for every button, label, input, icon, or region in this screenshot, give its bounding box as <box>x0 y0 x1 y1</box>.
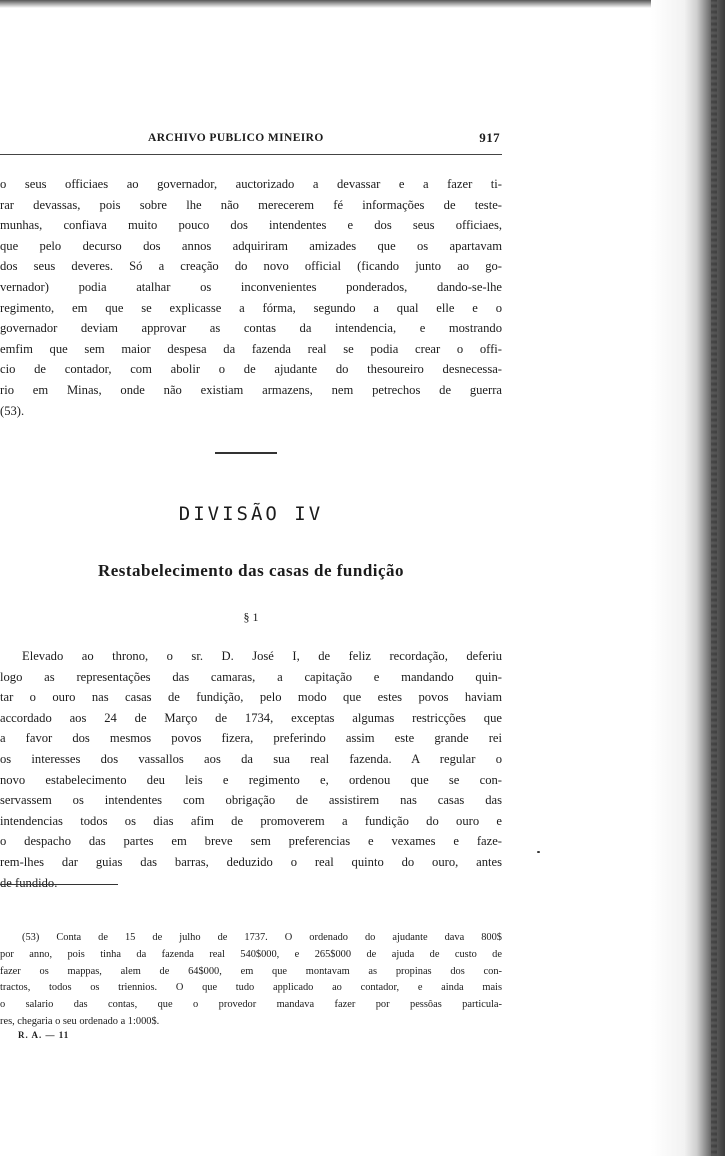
text-line: logo as representações das camaras, a capitação e mandando quin- <box>0 669 502 684</box>
text-line: vernador) podia atalhar os inconvenientes ponderados, dando-se-lhe <box>0 279 502 294</box>
section-divider <box>215 452 277 454</box>
text-line: a favor dos mesmos povos fizera, preferindo assim este grande rei <box>0 731 502 746</box>
page-top-shadow <box>0 0 725 8</box>
header-rule <box>0 154 502 155</box>
book-spine-edge <box>651 0 725 1156</box>
text-line: novo estabelecimento deu leis e regimento e, ordenou que se con- <box>0 772 502 787</box>
footnote-line: fazer os mappas, alem de 64$000, em que montavam as propinas dos con- <box>0 965 502 977</box>
section-mark: § 1 <box>243 610 259 624</box>
running-title: ARCHIVO PUBLICO MINEIRO <box>148 132 324 144</box>
text-line: dos seus deveres. Só a creação do novo official (ficando junto ao go- <box>0 259 502 274</box>
text-line: de fundido. <box>0 875 58 890</box>
text-line: cio de contador, com abolir o de ajudante do thesoureiro desnecessa- <box>0 362 502 377</box>
print-speck <box>537 851 540 853</box>
division-title: DIVISÃO IV <box>178 503 324 525</box>
footnote-line: tractos, todos os triennios. O que tudo applicado ao contador, e ainda mais <box>0 982 502 994</box>
text-line: que pelo decurso dos annos adquiriram amizades que os apartavam <box>0 238 502 253</box>
text-line: regimento, em que se explicasse a fórma, segundo a qual elle e o <box>0 300 502 315</box>
text-line: governador deviam approvar as contas da intendencia, e mostrando <box>0 321 502 336</box>
text-line: os interesses dos vassallos aos da sua real fazenda. A regular o <box>0 751 502 766</box>
spine-grain <box>711 0 717 1156</box>
footnote-rule <box>0 884 118 885</box>
text-line: servassem os intendentes com obrigação de assistirem nas casas das <box>0 793 502 808</box>
text-line: emfim que sem maior despesa da fazenda real se podia crear o offi- <box>0 341 502 356</box>
text-line: Elevado ao throno, o sr. D. José I, de feliz recordação, deferiu <box>22 649 502 663</box>
footnote <box>0 930 502 1031</box>
text-line: munhas, confiava muito pouco dos intendentes e dos seus officiaes, <box>0 218 502 233</box>
text-line: o seus officiaes ao governador, auctorizado a devassar e a fazer ti- <box>0 177 502 191</box>
text-line: o despacho das partes em breve sem preferencias e vexames e faze- <box>0 834 502 849</box>
text-line: rio em Minas, onde não existiam armazens, nem petrechos de guerra <box>0 382 502 397</box>
text-line: rar devassas, pois sobre lhe não merecerem fé informações de teste- <box>0 197 502 212</box>
text-line: rem-lhes dar guias das barras, deduzido o real quinto do ouro, antes <box>0 854 502 869</box>
section-title: Restabelecimento das casas de fundição <box>97 561 405 580</box>
footnote-line: (53) Conta de 15 de julho de 1737. O ordenado do ajudante dava 800$ <box>22 932 502 943</box>
paragraph-main <box>0 646 502 893</box>
signature-mark: R. A. — 11 <box>18 1030 70 1040</box>
text-line: (53). <box>0 403 25 418</box>
footnote-line: por anno, pois tinha da fazenda real 540$000, e 265$000 de ajuda de custo de <box>0 948 502 960</box>
page-number: 917 <box>479 130 500 145</box>
text-line: accordado aos 24 de Março de 1734, exceptas algumas restricções que <box>0 710 502 725</box>
text-line: intendencias todos os dias afim de promoverem a fundição do ouro e <box>0 813 502 828</box>
paragraph-top <box>0 174 502 421</box>
text-line: tar o ouro nas casas de fundição, pelo modo que estes povos haviam <box>0 690 502 705</box>
footnote-line: o salario das contas, que o provedor mandava fazer por pessôas particula- <box>0 999 502 1011</box>
footnote-line: res, chegaria o seu ordenado a 1:000$. <box>0 1015 160 1027</box>
